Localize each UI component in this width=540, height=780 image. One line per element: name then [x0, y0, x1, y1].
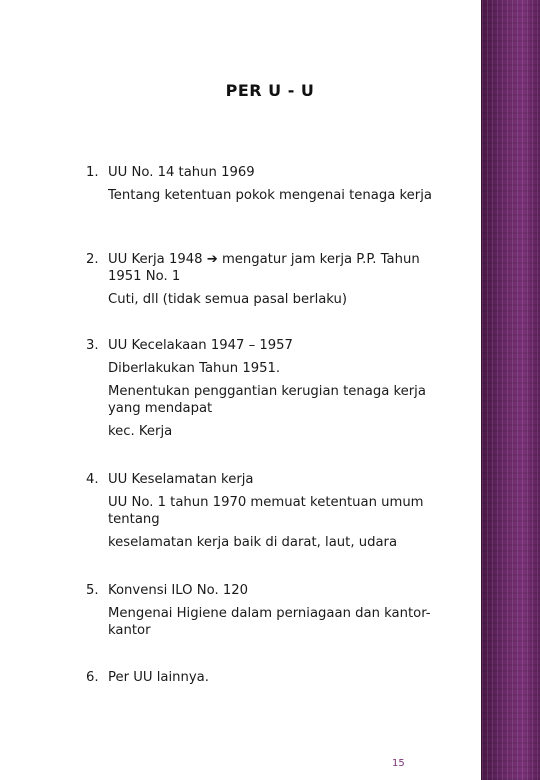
- list-item-line: UU Kerja 1948 ➔ mengatur jam kerja P.P. Tahun 1951 No. 1: [108, 252, 420, 284]
- list-item-line: kec. Kerja: [108, 424, 173, 439]
- list-item-line: UU No. 1 tahun 1970 memuat ketentuan umum tentang: [108, 495, 424, 527]
- list-item-line: Menentukan penggantian kerugian tenaga kerja yang mendapat: [108, 384, 426, 416]
- decorative-side-panel: [481, 0, 540, 780]
- list-item-line: Cuti, dll (tidak semua pasal berlaku): [108, 292, 348, 307]
- list-item-line: UU Keselamatan kerja: [108, 472, 254, 487]
- list-item-number: 3.: [86, 338, 99, 353]
- list-item-line: UU Kecelakaan 1947 – 1957: [108, 338, 293, 353]
- list-item-3: [86, 337, 446, 440]
- page-number: 15: [392, 758, 405, 769]
- list-item-line: Diberlakukan Tahun 1951.: [108, 361, 281, 376]
- list-item-number: 6.: [86, 670, 99, 685]
- list-item-2: [86, 251, 446, 308]
- list-item-line: keselamatan kerja baik di darat, laut, udara: [108, 535, 398, 550]
- list-item-number: 1.: [86, 165, 99, 180]
- list-item-line: Tentang ketentuan pokok mengenai tenaga kerja: [108, 188, 432, 203]
- list-item-4: [86, 471, 446, 551]
- list-item-1: [86, 164, 446, 204]
- list-item-6: [86, 669, 446, 686]
- list-item-line: UU No. 14 tahun 1969: [108, 165, 255, 180]
- page-title: PER U - U: [225, 81, 315, 100]
- list-item-line: Per UU lainnya.: [108, 670, 209, 685]
- list-item-number: 5.: [86, 583, 99, 598]
- list-item-number: 2.: [86, 252, 99, 267]
- list-item-number: 4.: [86, 472, 99, 487]
- list-item-5: [86, 582, 446, 639]
- list-item-line: Mengenai Higiene dalam perniagaan dan kantor-kantor: [108, 606, 431, 638]
- list-item-line: Konvensi ILO No. 120: [108, 583, 249, 598]
